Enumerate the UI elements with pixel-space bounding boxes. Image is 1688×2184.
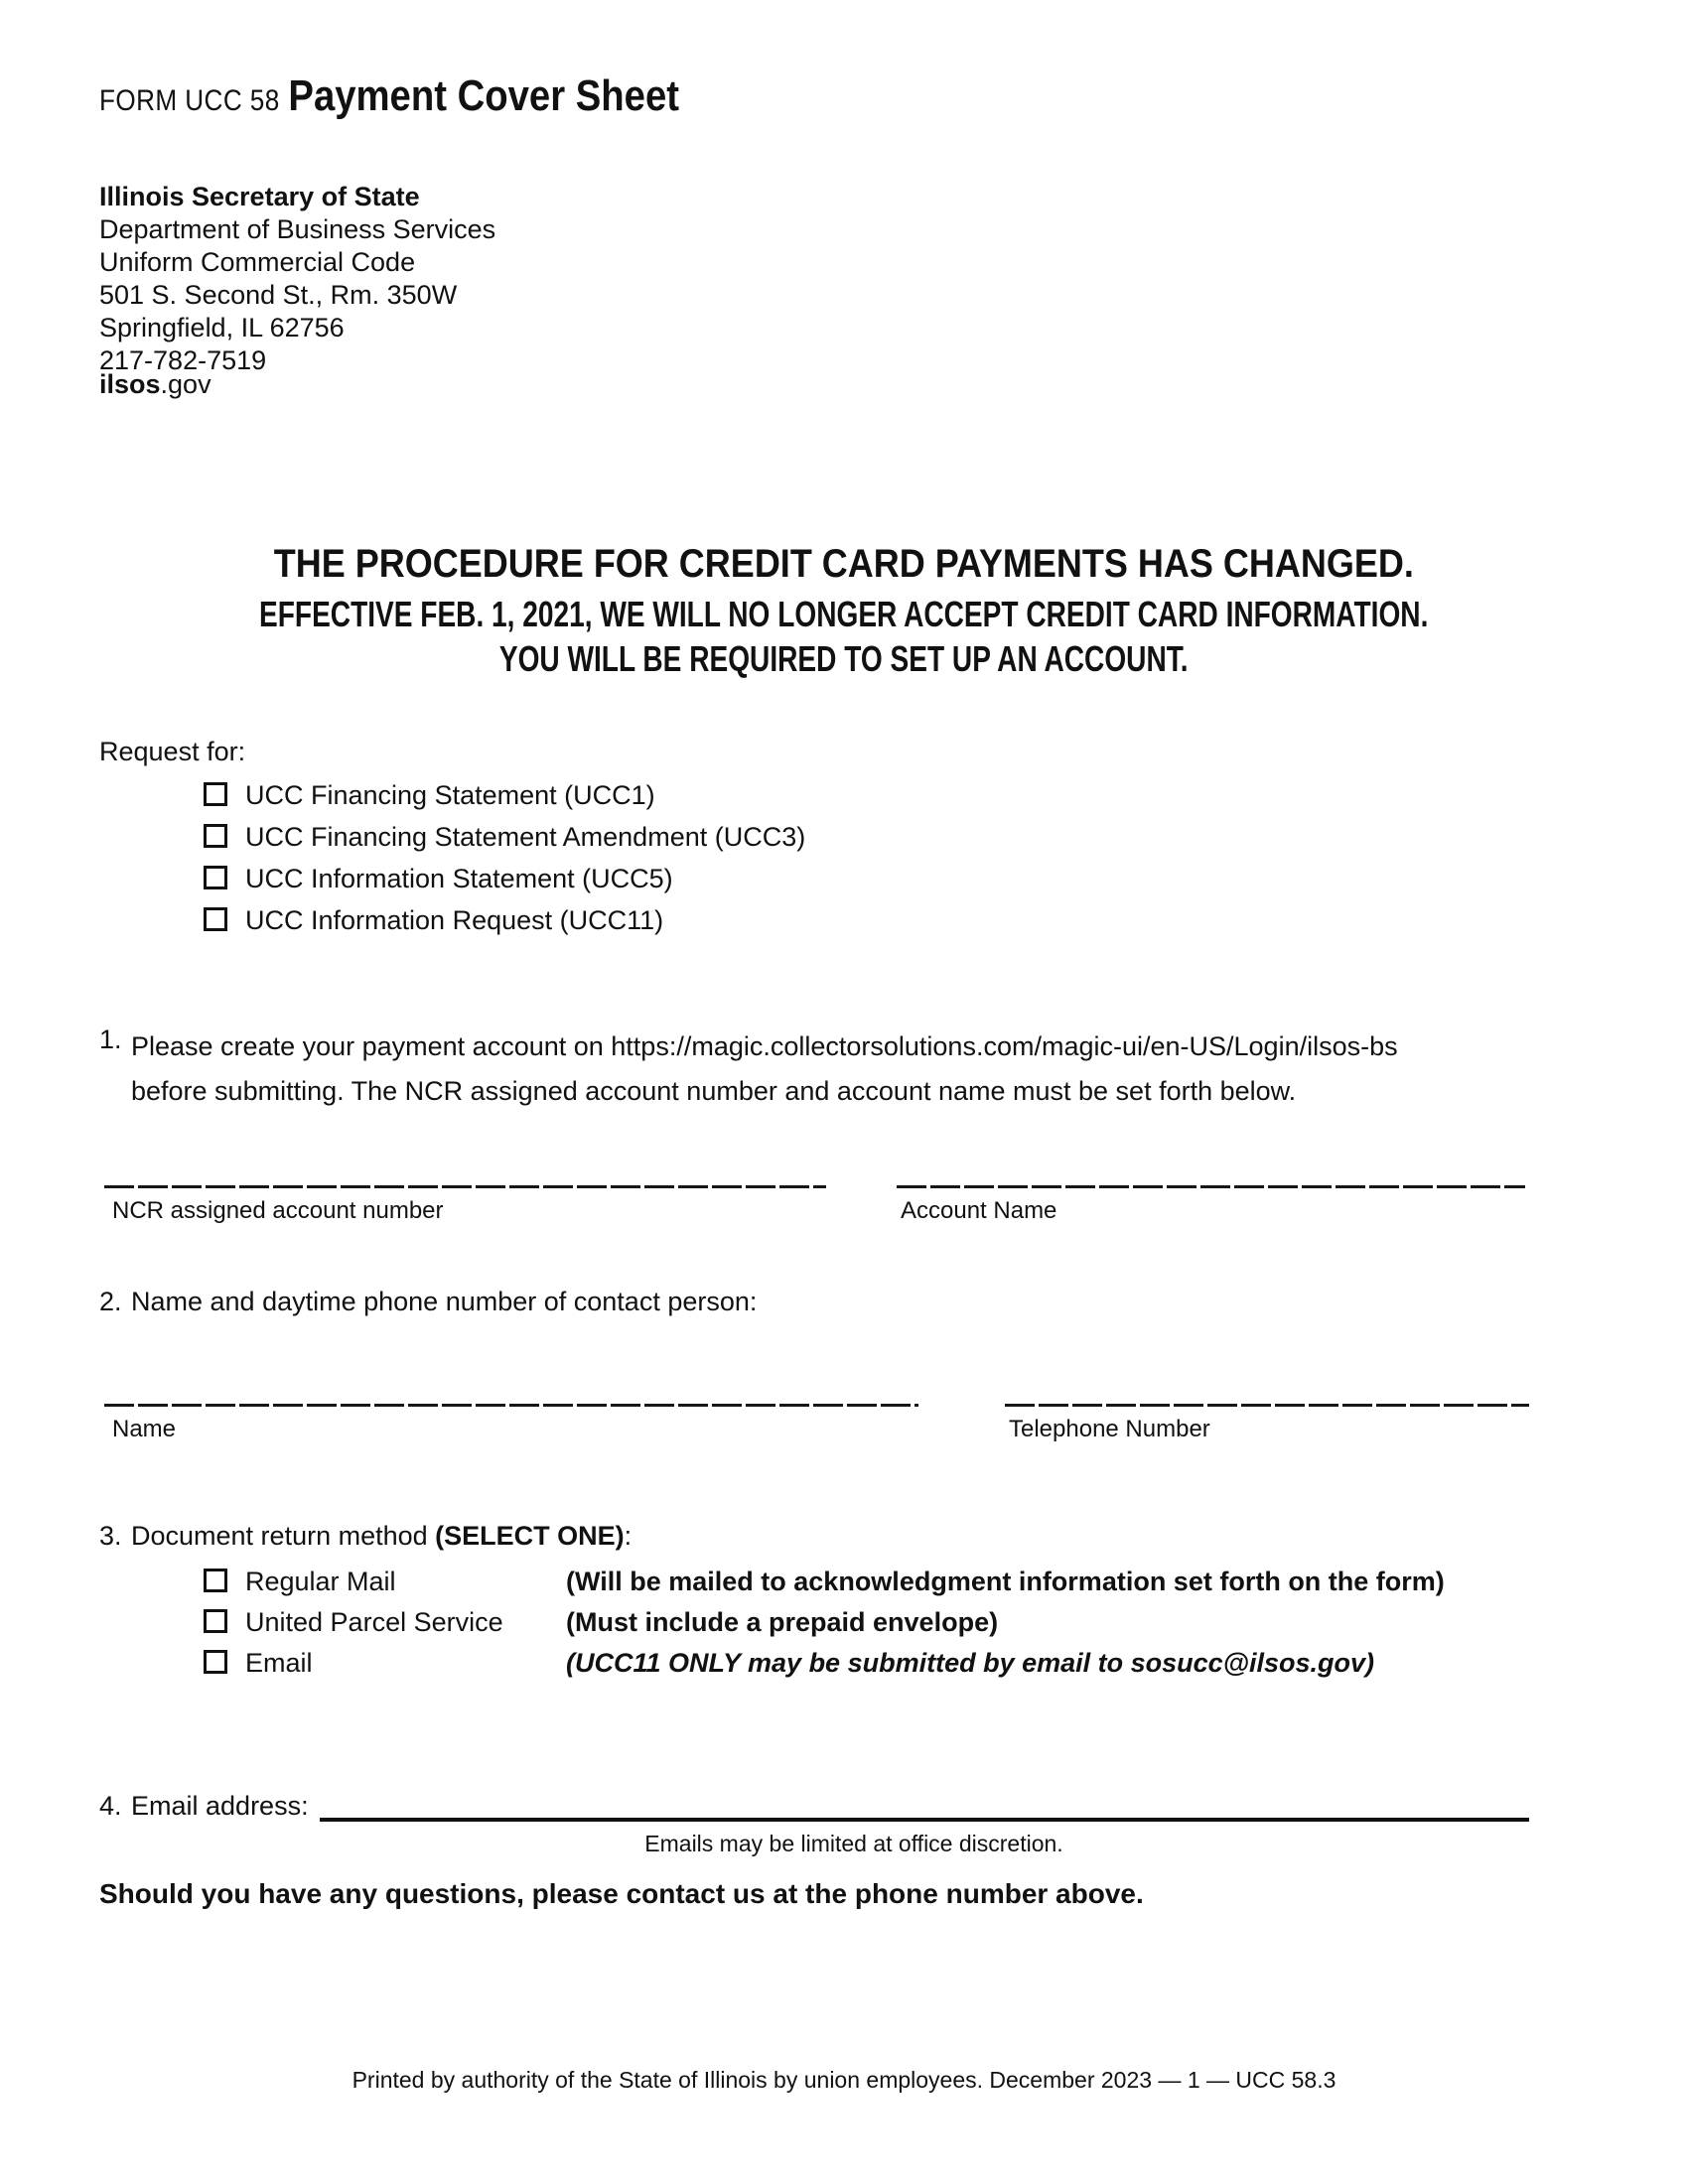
website-bold-part: ilsos: [99, 369, 161, 399]
agency-dept: Department of Business Services: [99, 214, 496, 244]
notice-line-1: THE PROCEDURE FOR CREDIT CARD PAYMENTS HAS CHANGED.: [273, 542, 1415, 586]
item-1: [99, 1024, 1561, 1114]
item-4: [99, 1791, 309, 1822]
notice-line-2: EFFECTIVE FEB. 1, 2021, WE WILL NO LONGER ACCEPT CREDIT CARD INFORMATION.: [259, 594, 1429, 634]
telephone-number-field[interactable]: [1005, 1404, 1529, 1407]
ucc1-label: UCC Financing Statement (UCC1): [245, 780, 655, 810]
form-header: [99, 71, 679, 121]
email-checkbox[interactable]: [204, 1650, 227, 1674]
item-1-text-line2: before submitting. The NCR assigned account number and account name must be set forth below.: [131, 1076, 1297, 1106]
notice-line-3: YOU WILL BE REQUIRED TO SET UP AN ACCOUNT.: [499, 638, 1189, 679]
email-note: (UCC11 ONLY may be submitted by email to sosucc@ilsos.gov): [566, 1648, 1375, 1678]
email-address-field[interactable]: [320, 1818, 1529, 1822]
item-4-number: 4.: [99, 1791, 122, 1821]
ucc5-label: UCC Information Statement (UCC5): [245, 864, 673, 893]
telephone-number-label: Telephone Number: [1009, 1416, 1210, 1442]
regular-mail-label: Regular Mail: [245, 1567, 396, 1596]
agency-name: Illinois Secretary of State: [99, 182, 420, 211]
agency-address-block: [99, 181, 495, 377]
item-4-label: Email address:: [131, 1791, 309, 1821]
regular-mail-checkbox[interactable]: [204, 1569, 227, 1592]
agency-city: Springfield, IL 62756: [99, 313, 345, 342]
request-option-ucc1: [204, 780, 655, 811]
ucc11-checkbox[interactable]: [204, 907, 227, 931]
website-rest-part: .gov: [160, 369, 211, 399]
ucc3-label: UCC Financing Statement Amendment (UCC3): [245, 822, 806, 852]
account-name-label: Account Name: [901, 1197, 1057, 1224]
item-1-number: 1.: [99, 1024, 122, 1054]
contact-name-label: Name: [112, 1416, 177, 1442]
ucc1-checkbox[interactable]: [204, 782, 227, 806]
ncr-account-number-label: NCR assigned account number: [112, 1197, 444, 1224]
email-caption: Emails may be limited at office discretion.: [644, 1831, 1063, 1856]
agency-street: 501 S. Second St., Rm. 350W: [99, 280, 458, 310]
ncr-account-number-field[interactable]: [104, 1185, 826, 1188]
footer-authority-line: Printed by authority of the State of Illinois by union employees. December 2023 — 1 — UCC 58.3: [352, 2067, 1336, 2093]
item-3-text: Document return method (SELECT ONE):: [131, 1521, 633, 1551]
ucc5-checkbox[interactable]: [204, 866, 227, 889]
return-option-regular-mail: [204, 1567, 1594, 1597]
agency-phone: 217-782-7519: [99, 345, 267, 375]
item-1-text-line1: Please create your payment account on https://magic.collectorsolutions.com/magic-ui/en-US/Login/ilsos-bs: [131, 1031, 1398, 1061]
ucc11-label: UCC Information Request (UCC11): [245, 905, 664, 935]
return-option-ups: [204, 1607, 1594, 1638]
item-3-number: 3.: [99, 1521, 122, 1551]
request-option-ucc3: [204, 822, 805, 853]
return-option-email: [204, 1648, 1594, 1679]
select-one-label: (SELECT ONE): [435, 1521, 625, 1551]
item-3: [99, 1521, 632, 1552]
request-option-ucc11: [204, 905, 663, 936]
email-label: Email: [245, 1648, 313, 1678]
item-2-text: Name and daytime phone number of contact person:: [131, 1287, 758, 1316]
ucc3-checkbox[interactable]: [204, 824, 227, 848]
request-for-label: Request for:: [99, 737, 246, 766]
form-code: FORM UCC 58: [99, 84, 280, 117]
agency-division: Uniform Commercial Code: [99, 247, 416, 277]
agency-website: [99, 369, 211, 400]
item-2-number: 2.: [99, 1287, 122, 1316]
ups-label: United Parcel Service: [245, 1607, 503, 1637]
item-2: [99, 1287, 757, 1317]
page-title: Payment Cover Sheet: [288, 71, 680, 120]
regular-mail-note: (Will be mailed to acknowledgment information set forth on the form): [566, 1567, 1445, 1596]
request-option-ucc5: [204, 864, 673, 894]
contact-name-field[interactable]: [104, 1404, 918, 1407]
ups-note: (Must include a prepaid envelope): [566, 1607, 999, 1637]
account-name-field[interactable]: [897, 1185, 1525, 1188]
questions-statement: Should you have any questions, please contact us at the phone number above.: [99, 1878, 1144, 1909]
ups-checkbox[interactable]: [204, 1609, 227, 1633]
